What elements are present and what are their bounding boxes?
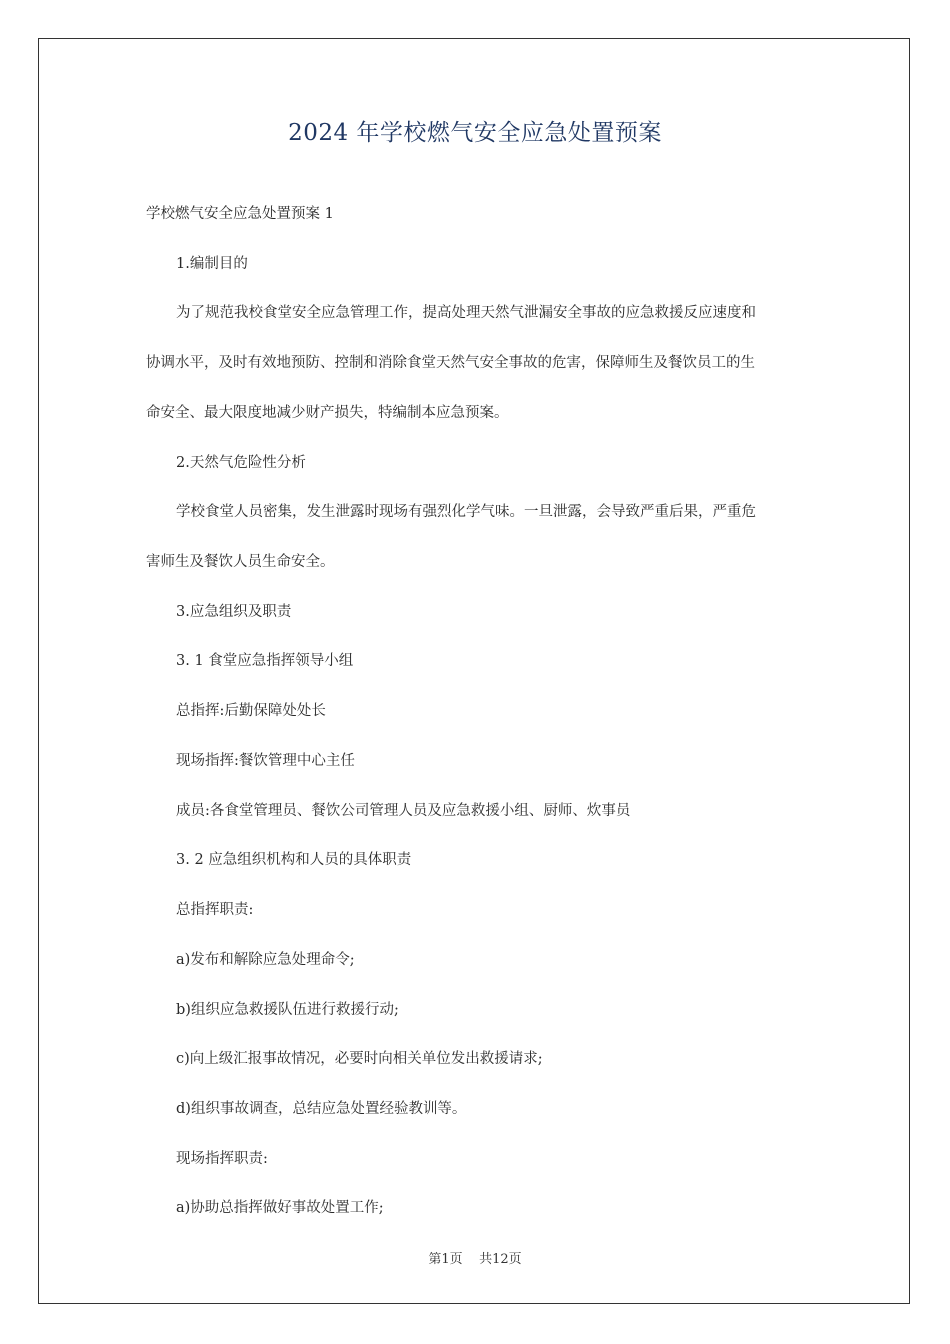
document-title: 2024 年学校燃气安全应急处置预案 — [288, 120, 662, 146]
site-commander-line: 现场指挥:餐饮管理中心主任 — [176, 753, 355, 769]
site-duty-a: a)协助总指挥做好事故处置工作; — [176, 1200, 384, 1216]
commander-duty-d: d)组织事故调查，总结应急处置经验教训等。 — [176, 1101, 467, 1117]
section-3-1-heading: 3. 1 食堂应急指挥领导小组 — [176, 653, 354, 669]
page-footer: 第1页 共12页 — [428, 1252, 522, 1267]
section-3-heading: 3.应急组织及职责 — [176, 604, 292, 620]
section-1-paragraph-line-1: 为了规范我校食堂安全应急管理工作，提高处理天然气泄漏安全事故的应急救援反应速度和 — [176, 305, 756, 321]
members-line: 成员:各食堂管理员、餐饮公司管理人员及应急救援小组、厨师、炊事员 — [176, 803, 631, 819]
page-border — [38, 38, 910, 1304]
site-duties-heading: 现场指挥职责: — [176, 1151, 268, 1167]
commander-duty-c: c)向上级汇报事故情况，必要时向相关单位发出救援请求; — [176, 1051, 543, 1067]
section-2-paragraph-line-2: 害师生及餐饮人员生命安全。 — [146, 554, 335, 570]
commander-duty-a: a)发布和解除应急处理命令; — [176, 952, 355, 968]
section-2-paragraph-line-1: 学校食堂人员密集，发生泄露时现场有强烈化学气味。一旦泄露，会导致严重后果，严重危 — [176, 504, 756, 520]
section-1-paragraph-line-2: 协调水平，及时有效地预防、控制和消除食堂天然气安全事故的危害，保障师生及餐饮员工的生 — [146, 355, 755, 371]
section-3-2-heading: 3. 2 应急组织机构和人员的具体职责 — [176, 852, 412, 868]
section-1-heading: 1.编制目的 — [176, 256, 248, 272]
document-subtitle: 学校燃气安全应急处置预案 1 — [146, 206, 334, 222]
section-2-heading: 2.天然气危险性分析 — [176, 455, 306, 471]
commander-duty-b: b)组织应急救援队伍进行救援行动; — [176, 1002, 399, 1018]
commander-duties-heading: 总指挥职责: — [176, 902, 254, 918]
commander-line: 总指挥:后勤保障处处长 — [176, 703, 326, 719]
section-1-paragraph-line-3: 命安全、最大限度地减少财产损失，特编制本应急预案。 — [146, 405, 509, 421]
